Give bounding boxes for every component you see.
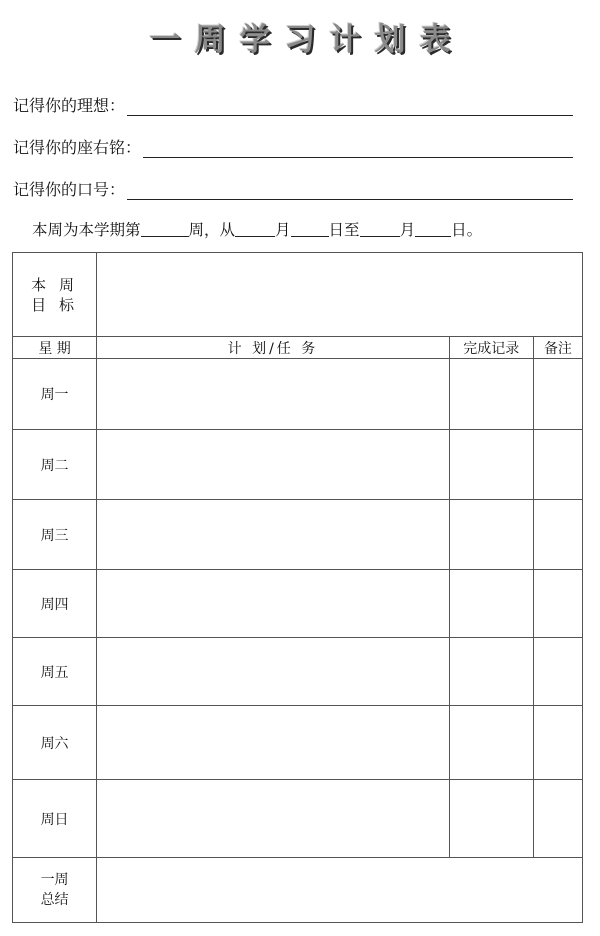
weekly-plan-table (12, 252, 583, 923)
task-cell-monday[interactable] (97, 359, 450, 430)
table-row (13, 359, 583, 430)
done-cell-wednesday[interactable] (449, 500, 533, 570)
day-label-friday: 周五 (13, 638, 97, 706)
summary-label-line2: 总结 (40, 892, 69, 908)
task-cell-tuesday[interactable] (97, 430, 450, 500)
goal-label-line1: 本 周 (31, 275, 78, 294)
done-cell-monday[interactable] (449, 359, 533, 430)
header-task: 计 划/任 务 (97, 337, 450, 359)
start-month-blank[interactable] (235, 220, 275, 237)
table-row (13, 500, 583, 570)
note-cell-saturday[interactable] (533, 706, 582, 780)
table-row (13, 430, 583, 500)
header-row (13, 337, 583, 359)
end-day-blank[interactable] (415, 220, 451, 237)
note-cell-friday[interactable] (533, 638, 582, 706)
task-cell-thursday[interactable] (97, 570, 450, 638)
task-cell-wednesday[interactable] (97, 500, 450, 570)
note-cell-monday[interactable] (533, 359, 582, 430)
done-cell-friday[interactable] (449, 638, 533, 706)
ideal-row (13, 92, 573, 116)
done-cell-tuesday[interactable] (449, 430, 533, 500)
table-row (13, 638, 583, 706)
week-text-2: 周，从 (188, 221, 236, 239)
motto-blank-line[interactable] (143, 139, 573, 158)
table-row (13, 706, 583, 780)
summary-label-cell (13, 858, 97, 923)
summary-label-line1: 一周 (40, 872, 69, 888)
goal-label-cell (13, 253, 97, 337)
summary-input-cell[interactable] (97, 858, 583, 923)
note-cell-wednesday[interactable] (533, 500, 582, 570)
header-done: 完成记录 (449, 337, 533, 359)
done-cell-thursday[interactable] (449, 570, 533, 638)
day-label-wednesday: 周三 (13, 500, 97, 570)
week-number-blank[interactable] (141, 220, 189, 237)
note-cell-tuesday[interactable] (533, 430, 582, 500)
table-row (13, 780, 583, 858)
task-cell-saturday[interactable] (97, 706, 450, 780)
day-label-thursday: 周四 (13, 570, 97, 638)
note-cell-sunday[interactable] (533, 780, 582, 858)
done-cell-saturday[interactable] (449, 706, 533, 780)
done-cell-sunday[interactable] (449, 780, 533, 858)
header-note: 备注 (533, 337, 582, 359)
slogan-row (13, 176, 573, 200)
week-text-4: 日至 (328, 221, 360, 239)
slogan-label: 记得你的口号： (13, 180, 126, 199)
day-label-tuesday: 周二 (13, 430, 97, 500)
week-text-6: 日。 (451, 221, 483, 239)
motto-row (13, 134, 573, 158)
task-cell-sunday[interactable] (97, 780, 450, 858)
goal-row (13, 253, 583, 337)
slogan-blank-line[interactable] (127, 181, 573, 200)
ideal-blank-line[interactable] (127, 97, 573, 116)
summary-row (13, 858, 583, 923)
day-label-saturday: 周六 (13, 706, 97, 780)
page-title: 一周学习计划表 (149, 22, 465, 58)
ideal-label: 记得你的理想： (13, 96, 126, 115)
end-month-blank[interactable] (360, 220, 400, 237)
header-day: 星 期 (13, 337, 97, 359)
goal-input-cell[interactable] (97, 253, 583, 337)
goal-label-line2: 目 标 (31, 295, 78, 314)
motto-label: 记得你的座右铭： (13, 138, 142, 157)
day-label-sunday: 周日 (13, 780, 97, 858)
week-text-1: 本周为本学期第 (32, 221, 141, 239)
day-label-monday: 周一 (13, 359, 97, 430)
start-day-blank[interactable] (291, 220, 329, 237)
week-text-5: 月 (399, 221, 416, 239)
table-row (13, 570, 583, 638)
task-cell-friday[interactable] (97, 638, 450, 706)
week-text-3: 月 (275, 221, 291, 239)
week-info-line (32, 219, 482, 241)
note-cell-thursday[interactable] (533, 570, 582, 638)
